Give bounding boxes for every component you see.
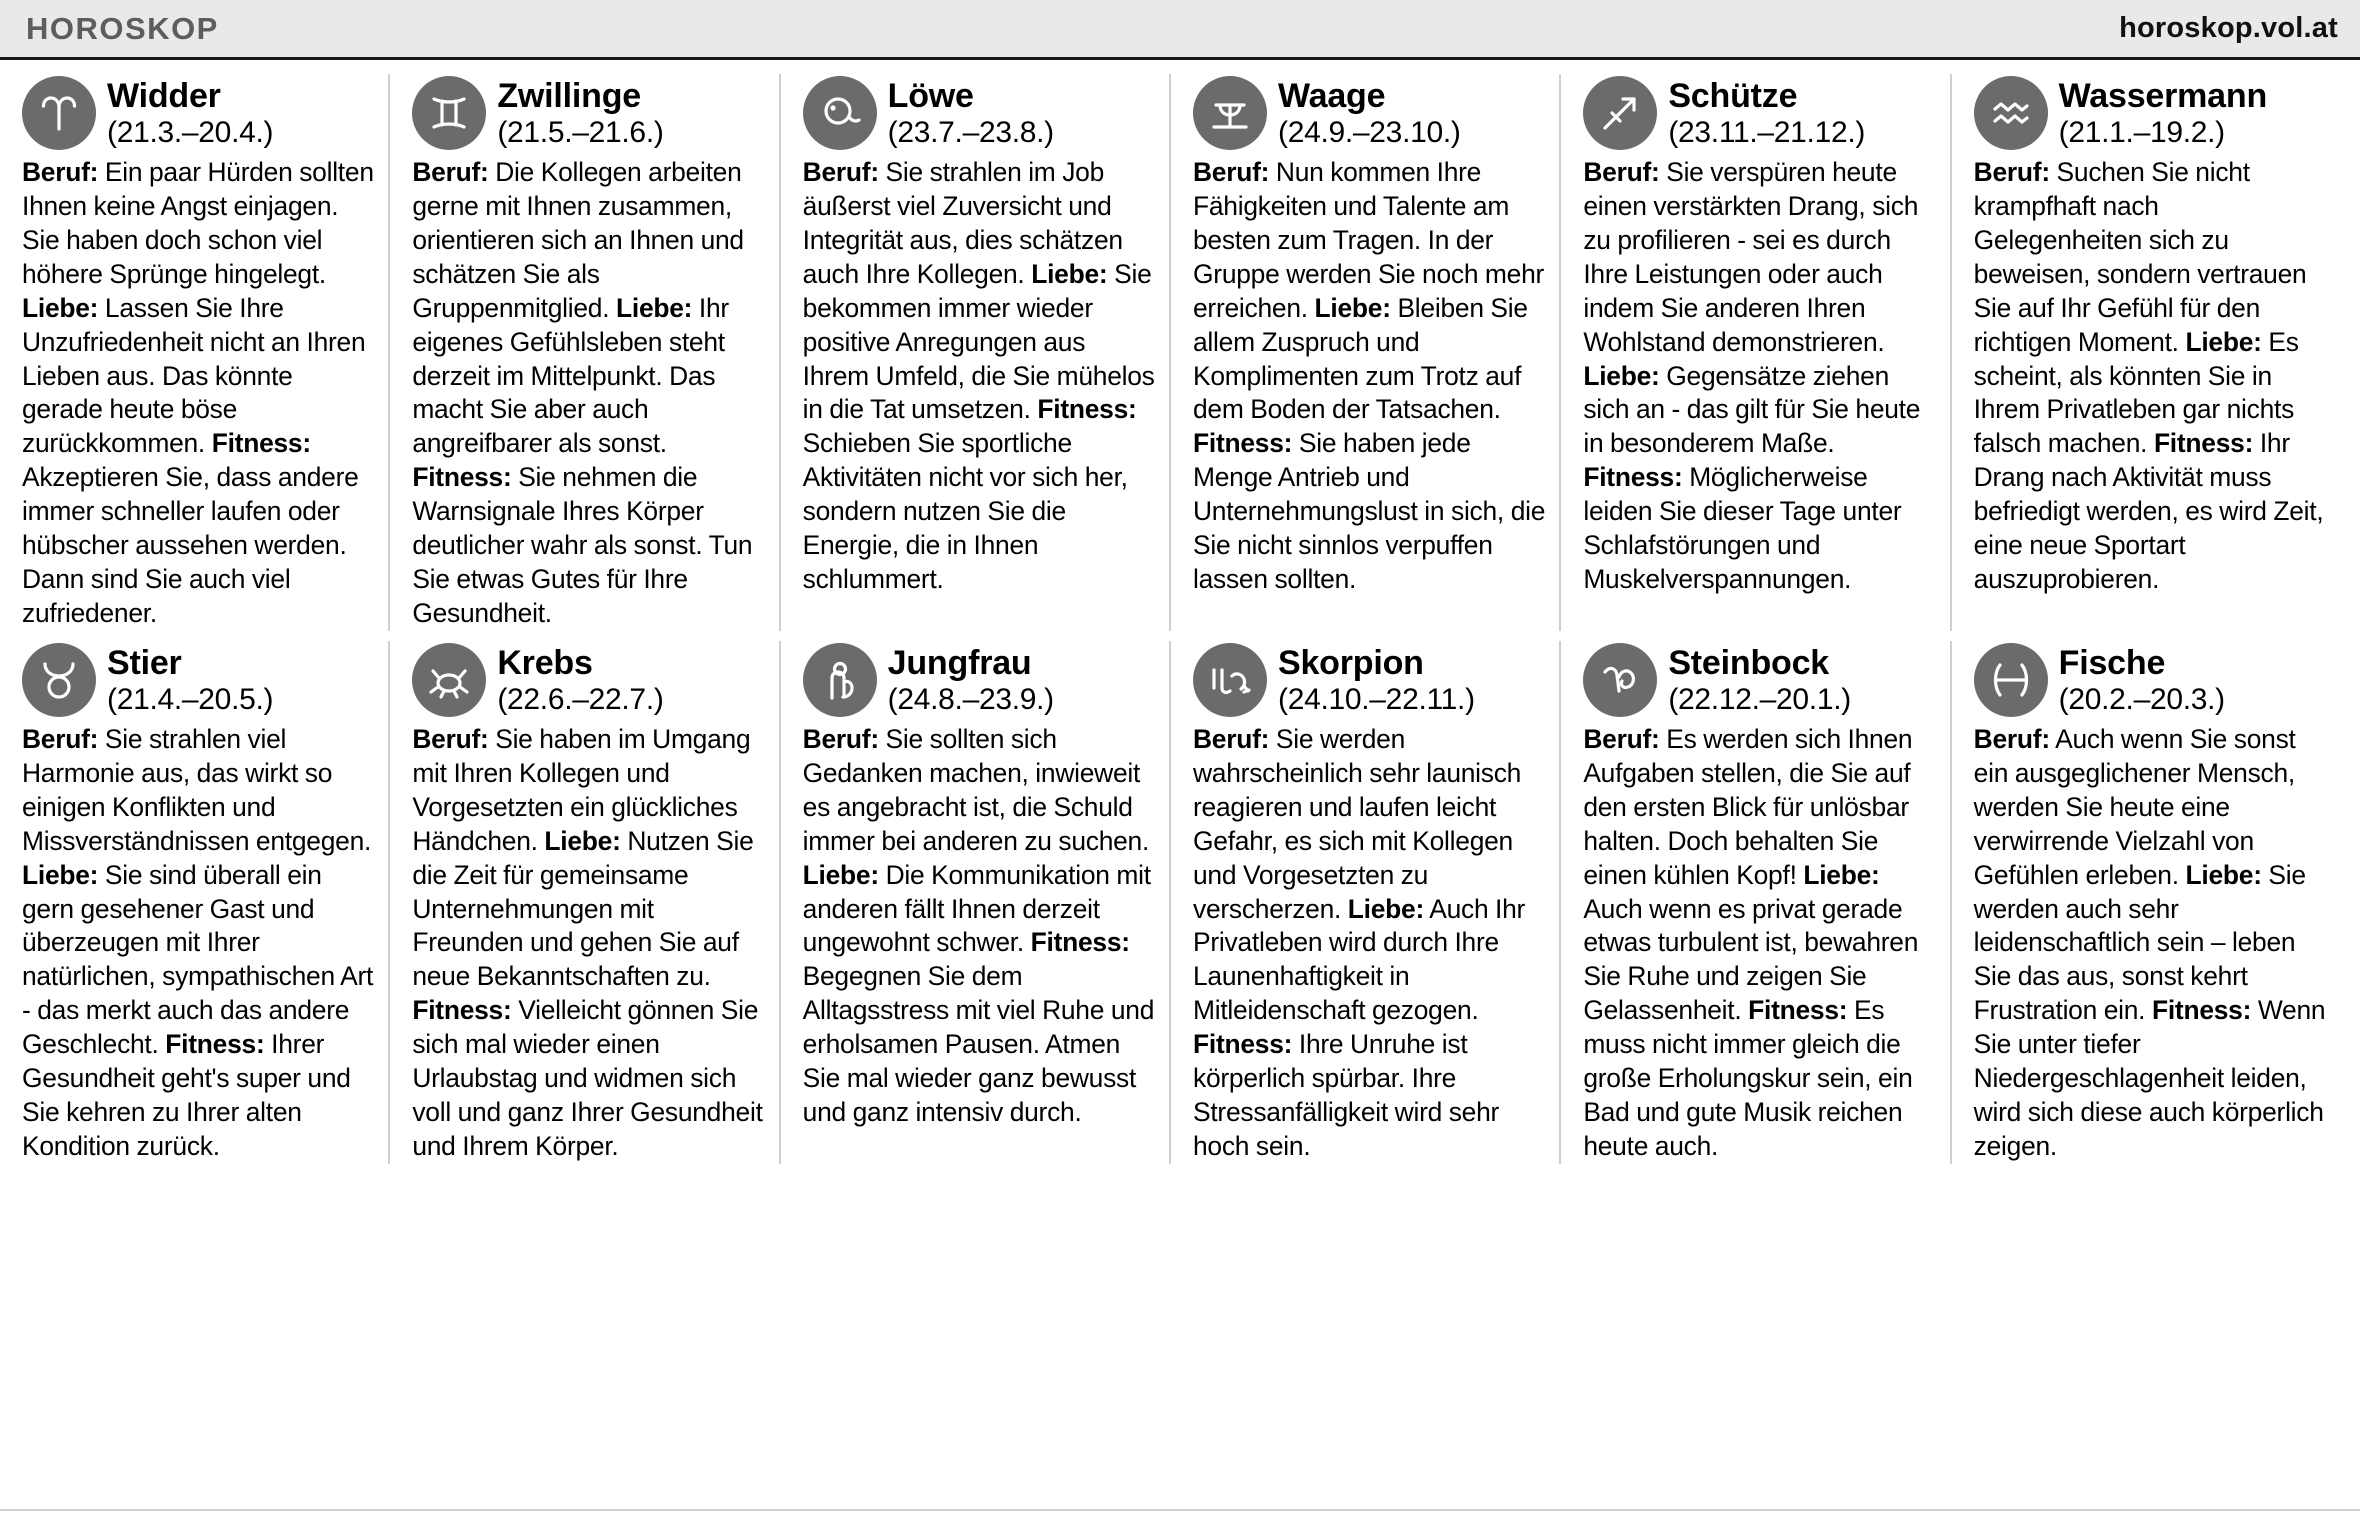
- text-liebe-fische: Sie werden auch sehr leidenschaftlich sein – leben Sie das aus, sonst kehrt Frustration ein.: [1973, 859, 2306, 1026]
- zodiac-name-stier: Stier: [107, 643, 182, 682]
- zodiac-header-loewe: [803, 74, 1155, 150]
- text-fitness-krebs: Vielleicht gönnen Sie sich mal wieder einen Urlaubstag und widmen sich voll und ganz Ihrer Gesundheit und Ihrem Körper.: [412, 995, 763, 1161]
- zodiac-name-loewe: Löwe: [887, 77, 974, 115]
- text-beruf-krebs: Sie haben im Umgang mit Ihren Kollegen und Vorgesetzten ein glückliches Händchen.: [412, 723, 751, 856]
- zodiac-title-block-widder: [107, 74, 273, 150]
- zodiac-text-jungfrau: [803, 723, 1155, 1130]
- zodiac-dates-fische: (20.2.–20.3.): [2058, 682, 2225, 716]
- text-liebe-schuetze: Gegensätze ziehen sich an - das gilt für Sie heute in besonderem Maße.: [1583, 360, 1921, 459]
- label-fitness-steinbock: Fitness:: [1748, 995, 1848, 1026]
- text-liebe-zwillinge: Ihr eigenes Gefühlsleben steht derzeit im Mittelpunkt. Das macht Sie aber auch angreifbarer als sonst.: [412, 292, 729, 459]
- zodiac-header-jungfrau: [803, 641, 1155, 717]
- scorpio-icon: [1193, 643, 1267, 717]
- zodiac-dates-stier: (21.4.–20.5.): [107, 682, 274, 716]
- zodiac-name-steinbock: Steinbock: [1668, 643, 1830, 682]
- virgo-icon: [803, 643, 877, 717]
- zodiac-header-wassermann: [1974, 74, 2328, 150]
- label-fitness-stier: Fitness:: [165, 1029, 265, 1060]
- text-beruf-steinbock: Es werden sich Ihnen Aufgaben stellen, die Sie auf den ersten Blick für unlösbar halten. Doch behalten Sie einen kühlen Kopf!: [1583, 723, 1913, 890]
- zodiac-card-krebs[interactable]: [412, 641, 780, 1164]
- label-liebe-waage: Liebe:: [1314, 292, 1391, 323]
- label-beruf-steinbock: Beruf:: [1583, 723, 1660, 754]
- text-fitness-wassermann: Ihr Drang nach Aktivität muss befriedigt werden, es wird Zeit, eine neue Sportart auszuprobieren.: [1973, 428, 2324, 595]
- label-fitness-krebs: Fitness:: [412, 995, 512, 1026]
- zodiac-name-waage: Waage: [1278, 77, 1386, 115]
- zodiac-dates-waage: (24.9.–23.10.): [1278, 116, 1461, 150]
- zodiac-header-zwillinge: [412, 74, 764, 150]
- label-fitness-zwillinge: Fitness:: [412, 462, 512, 493]
- text-fitness-loewe: Schieben Sie sportliche Aktivitäten nicht vor sich her, sondern nutzen Sie die Energie, die in Ihnen schlummert.: [802, 428, 1128, 595]
- pisces-icon: [1974, 643, 2048, 717]
- text-fitness-schuetze: Möglicherweise leiden Sie dieser Tage unter Schlafstörungen und Muskelverspannungen.: [1583, 462, 1902, 595]
- zodiac-title-block-stier: [107, 641, 273, 717]
- label-beruf-loewe: Beruf:: [802, 157, 879, 187]
- label-beruf-widder: Beruf:: [22, 157, 99, 187]
- zodiac-dates-widder: (21.3.–20.4.): [107, 116, 274, 150]
- zodiac-name-fische: Fische: [2058, 643, 2166, 682]
- text-beruf-widder: Ein paar Hürden sollten Ihnen keine Angst einjagen. Sie haben doch schon viel höhere Sprünge hingelegt.: [22, 157, 374, 289]
- label-beruf-stier: Beruf:: [22, 723, 99, 754]
- label-beruf-jungfrau: Beruf:: [802, 723, 879, 754]
- zodiac-text-loewe: [803, 156, 1155, 597]
- zodiac-text-waage: [1193, 156, 1545, 597]
- zodiac-title-block-skorpion: [1278, 641, 1475, 717]
- zodiac-text-krebs: [412, 723, 764, 1164]
- zodiac-text-schuetze: [1583, 156, 1935, 597]
- bottom-divider: [0, 1509, 2360, 1511]
- label-beruf-skorpion: Beruf:: [1193, 723, 1270, 754]
- leo-icon: [803, 76, 877, 150]
- aquarius-icon: [1974, 76, 2048, 150]
- capricorn-icon: [1583, 643, 1657, 717]
- label-liebe-loewe: Liebe:: [1031, 258, 1108, 289]
- text-beruf-fische: Auch wenn Sie sonst ein ausgeglichener Mensch, werden Sie heute eine verwirrende Vielzahl von Gefühlen erleben.: [1973, 723, 2296, 890]
- zodiac-grid: [0, 60, 2360, 1164]
- zodiac-header-widder: [22, 74, 374, 150]
- zodiac-name-skorpion: Skorpion: [1278, 643, 1424, 682]
- cancer-icon: [412, 643, 486, 717]
- text-liebe-wassermann: Es scheint, als könnten Sie in Ihrem Privatleben gar nichts falsch machen.: [1973, 326, 2299, 459]
- zodiac-name-widder: Widder: [107, 77, 221, 115]
- zodiac-card-stier[interactable]: [22, 641, 390, 1164]
- zodiac-card-schuetze[interactable]: [1583, 74, 1951, 631]
- label-fitness-waage: Fitness:: [1193, 428, 1293, 459]
- zodiac-header-stier: [22, 641, 374, 717]
- zodiac-card-loewe[interactable]: [803, 74, 1171, 631]
- zodiac-dates-steinbock: (22.12.–20.1.): [1668, 682, 1851, 716]
- zodiac-text-wassermann: [1974, 156, 2328, 597]
- zodiac-title-block-jungfrau: [888, 641, 1054, 717]
- text-fitness-jungfrau: Begegnen Sie dem Alltagsstress mit viel Ruhe und erholsamen Pausen. Atmen Sie mal wieder ganz bewusst und ganz intensiv durch.: [802, 961, 1155, 1128]
- label-liebe-skorpion: Liebe:: [1347, 893, 1424, 924]
- page-title: HOROSKOP: [26, 10, 219, 46]
- text-beruf-loewe: Sie strahlen im Job äußerst viel Zuversicht und Integrität aus, dies schätzen auch Ihre Kollegen.: [802, 157, 1123, 289]
- text-fitness-fische: Wenn Sie unter tiefer Niedergeschlagenheit leiden, wird sich diese auch körperlich zeigen.: [1973, 995, 2326, 1161]
- text-beruf-jungfrau: Sie sollten sich Gedanken machen, inwieweit es angebracht ist, die Schuld immer bei anderen zu suchen.: [802, 723, 1150, 856]
- zodiac-title-block-wassermann: [2059, 74, 2267, 150]
- text-beruf-schuetze: Sie verspüren heute einen verstärkten Drang, sich zu profilieren - sei es durch Ihre Leistungen oder auch indem Sie anderen Ihren Wohlstand demonstrieren.: [1583, 157, 1919, 357]
- zodiac-title-block-fische: [2059, 641, 2225, 717]
- zodiac-header-fische: [1974, 641, 2328, 717]
- label-fitness-jungfrau: Fitness:: [1030, 927, 1130, 958]
- zodiac-text-steinbock: [1583, 723, 1935, 1164]
- zodiac-name-schuetze: Schütze: [1668, 77, 1798, 115]
- zodiac-dates-krebs: (22.6.–22.7.): [497, 682, 664, 716]
- text-beruf-waage: Nun kommen Ihre Fähigkeiten und Talente am besten zum Tragen. In der Gruppe werden Sie noch mehr erreichen.: [1193, 157, 1545, 323]
- text-liebe-steinbock: Auch wenn es privat gerade etwas turbulent ist, bewahren Sie Ruhe und zeigen Sie Gelassenheit.: [1583, 893, 1919, 1026]
- text-beruf-wassermann: Suchen Sie nicht krampfhaft nach Gelegenheiten sich zu beweisen, sondern vertrauen Sie auf Ihr Gefühl für den richtigen Moment.: [1973, 157, 2307, 357]
- text-liebe-krebs: Nutzen Sie die Zeit für gemeinsame Unternehmungen mit Freunden und gehen Sie auf neue Bekanntschaften zu.: [412, 825, 754, 992]
- label-liebe-zwillinge: Liebe:: [616, 292, 693, 323]
- zodiac-card-steinbock[interactable]: [1583, 641, 1951, 1164]
- zodiac-dates-zwillinge: (21.5.–21.6.): [497, 116, 664, 150]
- zodiac-card-wassermann[interactable]: [1974, 74, 2342, 631]
- label-beruf-wassermann: Beruf:: [1973, 157, 2050, 187]
- zodiac-name-krebs: Krebs: [497, 643, 593, 682]
- text-fitness-stier: Ihrer Gesundheit geht's super und Sie kehren zu Ihrer alten Kondition zurück.: [22, 1029, 351, 1161]
- label-fitness-loewe: Fitness:: [1037, 394, 1137, 425]
- source-url: horoskop.vol.at: [2119, 12, 2338, 44]
- zodiac-header-skorpion: [1193, 641, 1545, 717]
- zodiac-card-waage[interactable]: [1193, 74, 1561, 631]
- label-beruf-krebs: Beruf:: [412, 723, 489, 754]
- text-liebe-widder: Lassen Sie Ihre Unzufriedenheit nicht an Ihren Lieben aus. Das könnte gerade heute böse zurückkommen.: [22, 292, 366, 459]
- label-liebe-schuetze: Liebe:: [1583, 360, 1660, 391]
- label-fitness-widder: Fitness:: [211, 428, 311, 459]
- zodiac-dates-jungfrau: (24.8.–23.9.): [887, 682, 1054, 716]
- zodiac-card-skorpion[interactable]: [1193, 641, 1561, 1164]
- zodiac-dates-skorpion: (24.10.–22.11.): [1278, 682, 1475, 716]
- text-liebe-stier: Sie sind überall ein gern gesehener Gast und überzeugen mit Ihrer natürlichen, sympathischen Art - das merkt auch das andere Geschlecht.: [22, 859, 374, 1060]
- zodiac-card-fische[interactable]: [1974, 641, 2342, 1164]
- libra-icon: [1193, 76, 1267, 150]
- zodiac-text-widder: [22, 156, 374, 631]
- sagittarius-icon: [1583, 76, 1657, 150]
- zodiac-title-block-krebs: [497, 641, 663, 717]
- label-fitness-skorpion: Fitness:: [1193, 1029, 1293, 1060]
- label-liebe-wassermann: Liebe:: [2185, 326, 2262, 357]
- text-fitness-steinbock: Es muss nicht immer gleich die große Erholungskur sein, ein Bad und gute Musik reichen heute auch.: [1583, 995, 1913, 1161]
- label-beruf-schuetze: Beruf:: [1583, 157, 1660, 187]
- label-fitness-schuetze: Fitness:: [1583, 462, 1683, 493]
- zodiac-card-zwillinge[interactable]: [412, 74, 780, 631]
- page-header: [0, 0, 2360, 60]
- zodiac-title-block-zwillinge: [497, 74, 663, 150]
- zodiac-card-jungfrau[interactable]: [803, 641, 1171, 1164]
- text-fitness-waage: Sie haben jede Menge Antrieb und Unternehmungslust in sich, die Sie nicht sinnlos verpuffen lassen sollten.: [1193, 428, 1546, 595]
- text-beruf-zwillinge: Die Kollegen arbeiten gerne mit Ihnen zusammen, orientieren sich an Ihnen und schätzen Sie als Gruppenmitglied.: [412, 157, 744, 323]
- gemini-icon: [412, 76, 486, 150]
- text-beruf-stier: Sie strahlen viel Harmonie aus, das wirkt so einigen Konflikten und Missverständnissen entgegen.: [22, 723, 372, 856]
- zodiac-dates-wassermann: (21.1.–19.2.): [2058, 116, 2225, 150]
- zodiac-name-zwillinge: Zwillinge: [497, 77, 641, 115]
- zodiac-header-waage: [1193, 74, 1545, 150]
- zodiac-text-fische: [1974, 723, 2328, 1164]
- zodiac-dates-loewe: (23.7.–23.8.): [887, 116, 1054, 150]
- label-beruf-fische: Beruf:: [1973, 723, 2050, 754]
- zodiac-header-krebs: [412, 641, 764, 717]
- text-liebe-skorpion: Auch Ihr Privatleben wird durch Ihre Launenhaftigkeit in Mitleidenschaft gezogen.: [1193, 893, 1526, 1026]
- zodiac-title-block-schuetze: [1668, 74, 1865, 150]
- taurus-icon: [22, 643, 96, 717]
- label-beruf-zwillinge: Beruf:: [412, 157, 489, 187]
- zodiac-text-stier: [22, 723, 374, 1164]
- zodiac-card-widder[interactable]: [22, 74, 390, 631]
- zodiac-text-zwillinge: [412, 156, 764, 631]
- text-liebe-loewe: Sie bekommen immer wieder positive Anregungen aus Ihrem Umfeld, die Sie mühelos in die Tat umsetzen.: [802, 258, 1155, 425]
- label-liebe-steinbock: Liebe:: [1803, 859, 1880, 890]
- text-liebe-waage: Bleiben Sie allem Zuspruch und Komplimenten zum Trotz auf dem Boden der Tatsachen.: [1193, 292, 1528, 425]
- label-beruf-waage: Beruf:: [1193, 157, 1270, 187]
- text-fitness-zwillinge: Sie nehmen die Warnsignale Ihres Körper deutlicher wahr als sonst. Tun Sie etwas Gutes für Ihre Gesundheit.: [412, 462, 753, 628]
- zodiac-header-steinbock: [1583, 641, 1935, 717]
- zodiac-header-schuetze: [1583, 74, 1935, 150]
- text-liebe-jungfrau: Die Kommunikation mit anderen fällt Ihnen derzeit ungewohnt schwer.: [802, 859, 1151, 958]
- label-fitness-fische: Fitness:: [2151, 995, 2252, 1026]
- text-fitness-skorpion: Ihre Unruhe ist körperlich spürbar. Ihre Stressanfälligkeit wird sehr hoch sein.: [1193, 1029, 1500, 1161]
- label-liebe-krebs: Liebe:: [544, 825, 621, 856]
- zodiac-name-jungfrau: Jungfrau: [887, 643, 1032, 682]
- label-liebe-jungfrau: Liebe:: [802, 859, 879, 890]
- zodiac-text-skorpion: [1193, 723, 1545, 1164]
- aries-icon: [22, 76, 96, 150]
- zodiac-title-block-steinbock: [1668, 641, 1851, 717]
- label-liebe-stier: Liebe:: [22, 859, 99, 890]
- label-fitness-wassermann: Fitness:: [2153, 428, 2254, 459]
- label-liebe-widder: Liebe:: [22, 292, 99, 323]
- zodiac-title-block-loewe: [888, 74, 1054, 150]
- label-liebe-fische: Liebe:: [2185, 859, 2262, 890]
- text-beruf-skorpion: Sie werden wahrscheinlich sehr launisch reagieren und laufen leicht Gefahr, es sich mit Kollegen und Vorgesetzten zu verscherzen.: [1193, 723, 1522, 924]
- text-fitness-widder: Akzeptieren Sie, dass andere immer schneller laufen oder hübscher aussehen werden. Dann sind Sie auch viel zufriedener.: [22, 462, 359, 628]
- zodiac-title-block-waage: [1278, 74, 1461, 150]
- zodiac-dates-schuetze: (23.11.–21.12.): [1668, 116, 1866, 150]
- zodiac-name-wassermann: Wassermann: [2058, 77, 2268, 115]
